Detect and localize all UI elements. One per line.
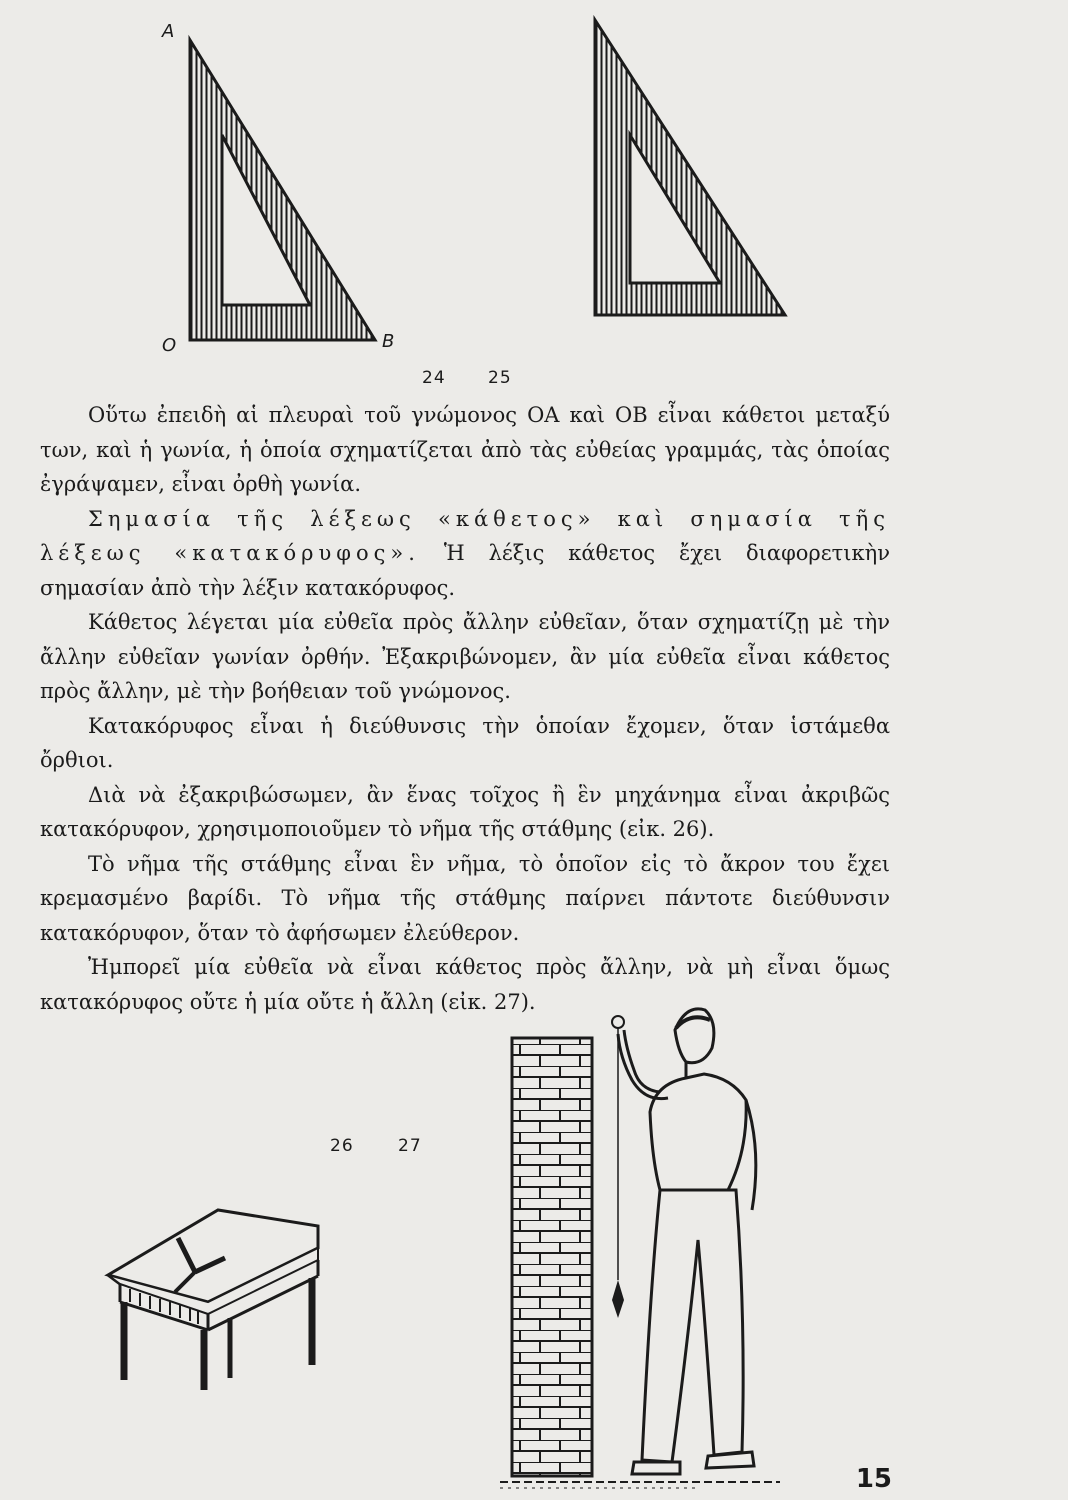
paragraph-2 xyxy=(40,502,890,606)
figure-number-24: 24 xyxy=(422,368,446,388)
point-label-b: B xyxy=(382,331,395,352)
paragraph-1: Οὕτω ἐπειδὴ αἱ πλευραὶ τοῦ γνώμονος ΟΑ καὶ ΟΒ εἶναι κάθετοι μεταξύ των, καὶ ἡ γωνία, ἡ ὁποία σχηματίζεται ἀπὸ τὰς εὐθείας γραμμάς, τὰς ὁποίας ἐγράψαμεν, εἶναι ὀρθὴ γωνία. xyxy=(40,403,890,496)
point-label-a: A xyxy=(162,21,175,42)
paragraph-6: Τὸ νῆμα τῆς στάθμης εἶναι ἓν νῆμα, τὸ ὁποῖον εἰς τὸ ἄκρον του ἔχει κρεμασμένο βαρίδι. Τὸ νῆμα τῆς στάθμης παίρνει πάντοτε διεύθυνσιν κατακόρυφον, ὅταν τὸ ἀφήσωμεν ἐλεύθερον. xyxy=(40,851,890,945)
plumb-line-illustration xyxy=(500,1000,790,1490)
paragraph-5: Διὰ νὰ ἐξακριβώσωμεν, ἂν ἕνας τοῖχος ἢ ἓν μηχάνημα εἶναι ἀκριβῶς κατακόρυφον, χρησιμοποιοῦμεν τὸ νῆμα τῆς στάθμης (εἰκ. 26). xyxy=(40,782,890,841)
paragraph-2-heading: Σημασία τῆς λέξεως «κάθετος» καὶ σημασία τῆς λέξεως «κατακόρυφος». xyxy=(40,506,890,565)
figure-25 xyxy=(580,15,800,345)
figure-number-27: 27 xyxy=(398,1136,422,1156)
paragraph-7: Ἠμπορεῖ μία εὐθεῖα νὰ εἶναι κάθετος πρὸς ἄλλην, νὰ μὴ εἶναι ὅμως κατακόρυφος οὔτε ἡ μία οὔτε ἡ ἄλλη (εἰκ. 27). xyxy=(40,955,890,1014)
figure-number-26: 26 xyxy=(330,1136,354,1156)
desk-illustration xyxy=(100,1190,340,1390)
body-text xyxy=(40,398,890,1019)
page-number: 15 xyxy=(855,1464,892,1494)
figure-24 xyxy=(150,15,410,360)
set-square-fig24 xyxy=(150,15,410,360)
figure-26 xyxy=(100,1190,340,1390)
paragraph-3: Κάθετος λέγεται μία εὐθεῖα πρὸς ἄλλην εὐθεῖαν, ὅταν σχηματίζῃ μὲ τὴν ἄλλην εὐθεῖαν γωνίαν ὀρθήν. Ἐξακριβώνομεν, ἂν μία εὐθεῖα εἶναι κάθετος πρὸς ἄλλην, μὲ τὴν βοήθειαν τοῦ γνώμονος. xyxy=(40,610,890,703)
paragraph-2-text: Ἡ λέξις κάθετος ἔχει διαφορετικὴν σημασίαν ἀπὸ τὴν λέξιν κατακόρυφος. xyxy=(40,541,890,600)
set-square-fig25 xyxy=(580,15,800,345)
paragraph-4: Κατακόρυφος εἶναι ἡ διεύθυνσις τὴν ὁποίαν ἔχομεν, ὅταν ἱστάμεθα ὄρθιοι. xyxy=(40,713,890,772)
figure-27 xyxy=(500,1000,790,1490)
figure-number-25: 25 xyxy=(488,368,512,388)
point-label-o: O xyxy=(162,335,177,356)
